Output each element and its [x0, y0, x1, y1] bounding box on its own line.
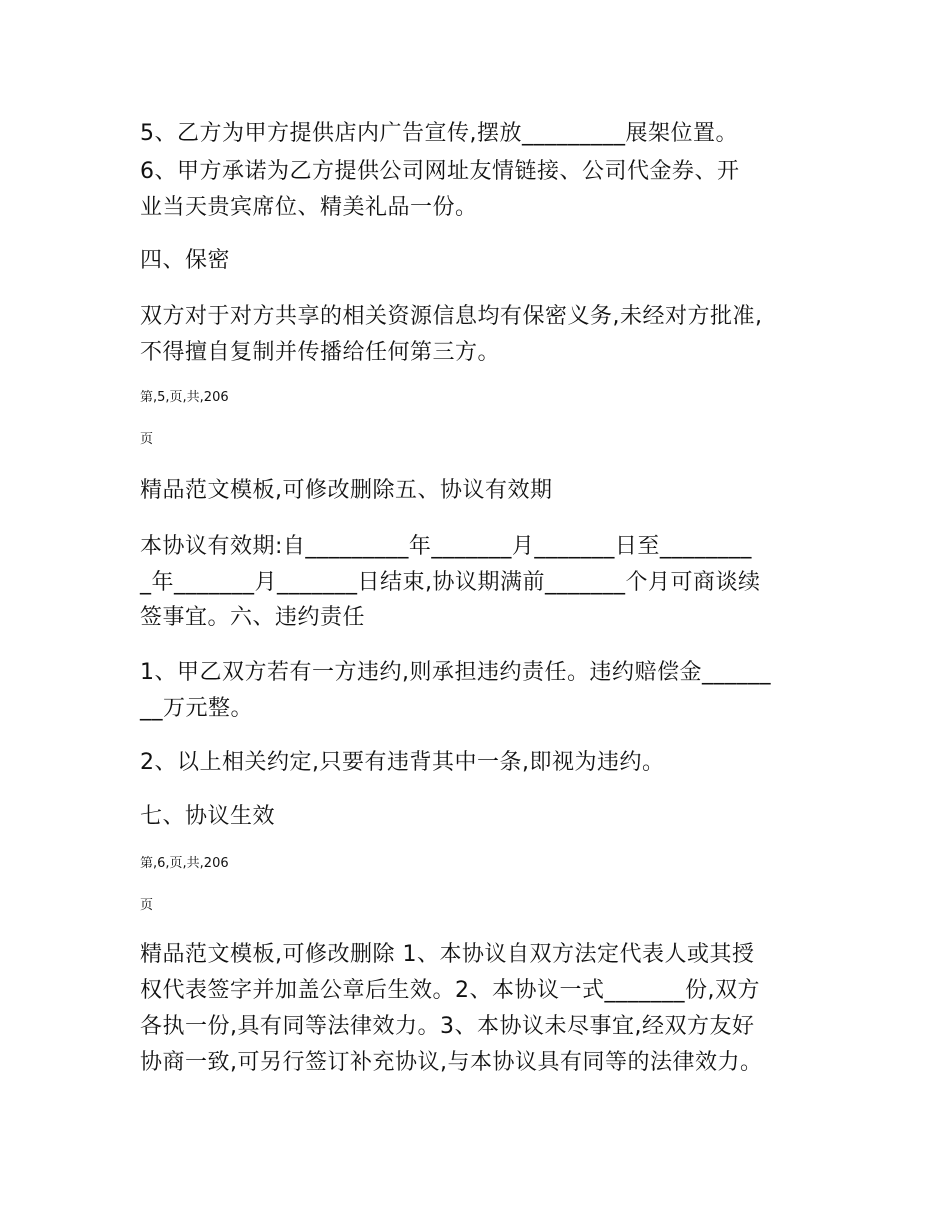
- section-heading-validity: 精品范文模板,可修改删除五、协议有效期: [140, 478, 553, 503]
- page-marker-label: 第,6,页,共,206: [140, 856, 229, 871]
- validity-line-3: 签事宜。六、违约责任: [140, 605, 366, 630]
- section-heading-effectiveness: 七、协议生效: [140, 804, 276, 829]
- clause-5-line: 5、乙方为甲方提供店内广告宣传,摆放_________展架位置。: [140, 121, 738, 146]
- effectiveness-line-3: 各执一份,具有同等法律效力。3、本协议未尽事宜,经双方友好: [140, 1014, 755, 1039]
- clause-6-line-2: 业当天贵宾席位、精美礼品一份。: [140, 195, 478, 220]
- effectiveness-line-1: 精品范文模板,可修改删除 1、本协议自双方法定代表人或其授: [140, 942, 755, 967]
- validity-line-1: 本协议有效期:自_________年_______月_______日至________: [140, 534, 752, 559]
- breach-clause-2: 2、以上相关约定,只要有违背其中一条,即视为违约。: [140, 750, 665, 775]
- page-marker-unit: 页: [140, 898, 154, 913]
- page-marker-unit: 页: [140, 432, 154, 447]
- effectiveness-line-4: 协商一致,可另行签订补充协议,与本协议具有同等的法律效力。: [140, 1050, 763, 1075]
- section-heading-confidentiality: 四、保密: [140, 248, 231, 273]
- confidentiality-line-1: 双方对于对方共享的相关资源信息均有保密义务,未经对方批准,: [140, 304, 763, 329]
- page-marker-label: 第,5,页,共,206: [140, 390, 229, 405]
- confidentiality-line-2: 不得擅自复制并传播给任何第三方。: [140, 340, 501, 365]
- effectiveness-line-2: 权代表签字并加盖公章后生效。2、本协议一式_______份,双方: [140, 978, 760, 1003]
- validity-line-2: _年_______月_______日结束,协议期满前_______个月可商谈续: [140, 570, 761, 595]
- breach-line-2: __万元整。: [140, 696, 254, 721]
- clause-6-line-1: 6、甲方承诺为乙方提供公司网址友情链接、公司代金券、开: [140, 159, 740, 184]
- breach-line-1: 1、甲乙双方若有一方违约,则承担违约责任。违约赔偿金______: [140, 660, 771, 685]
